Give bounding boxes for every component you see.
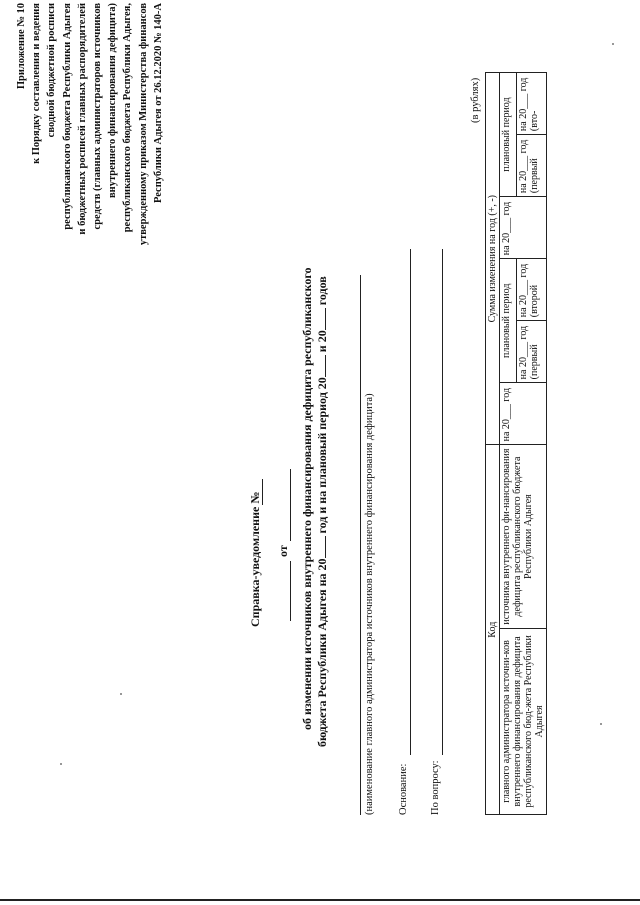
title-line-1: об изменении источников внутреннего финансирования дефицита республиканского [300, 267, 314, 730]
scan-speck [612, 43, 614, 45]
title-line-2 [315, 276, 330, 747]
title-part-a: бюджета Республики Адыгея на 20 [315, 558, 329, 747]
group1-plan-header: плановый период [500, 259, 517, 383]
from-label: от [276, 545, 290, 557]
appendix-line: сводной бюджетной росписи [46, 3, 58, 138]
question-line [442, 249, 443, 755]
title-part-c: и 20 [315, 330, 329, 353]
group2-plan-header: плановый период [500, 73, 517, 197]
group1-first-header: на 20___ год (первый [516, 321, 546, 383]
document-heading: Справка-уведомление № [248, 491, 262, 627]
admin-name-line [360, 275, 361, 815]
appendix-line: внутреннего финансирования дефицита) [107, 3, 119, 198]
group2-second-header: на 20___ год (вто- [516, 73, 546, 135]
appendix-line: и бюджетных росписей главных распорядителей [76, 3, 88, 235]
scan-speck [600, 723, 602, 725]
sum-header: Сумма изменения на год (+, -) [486, 73, 500, 445]
date-blank-left [290, 561, 291, 621]
title-part-d: годов [315, 276, 329, 306]
admin-caption: (наименование главного администратора источников внутреннего финансирования дефицита) [364, 393, 375, 815]
units-label: (в рублях) [470, 77, 481, 123]
group2-year-header: на 20___ год [500, 197, 547, 259]
appendix-line: к Порядку составления и ведения [31, 3, 43, 164]
title-part-b: год и на плановый период 20 [315, 377, 329, 534]
group2-first-header: на 20___ год (первый [516, 135, 546, 197]
group1-second-header: на 20___ год (второй [516, 259, 546, 321]
code-header: Код [486, 445, 500, 815]
col-source-header: источника внутреннего фи-нансирования дефицита республиканского бюджета Республики Адыгея [500, 445, 547, 628]
basis-line [410, 249, 411, 755]
appendix-line: республиканского бюджета Республики Адыгея [61, 3, 73, 230]
appendix-line: республиканского бюджета Республики Адыгея, [122, 3, 134, 233]
appendix-line: утвержденному приказом Министерства финансов [137, 3, 149, 246]
changes-table [485, 72, 547, 815]
appendix-line: Приложение № 10 [16, 3, 27, 90]
date-blank-right [290, 469, 291, 541]
col-admin-header: главного администратора источни-ков внутреннего финансирования дефицита республиканского бюд-жета Республики Адыгея [500, 628, 547, 814]
number-blank [262, 479, 263, 505]
question-label: По вопросу: [430, 760, 441, 815]
scan-speck [120, 693, 122, 695]
basis-label: Основание: [398, 763, 409, 815]
scan-speck [60, 763, 62, 765]
appendix-header [14, 3, 166, 293]
appendix-line: Республики Адыгея от 26.12.2020 № 140-А [152, 3, 164, 204]
appendix-line: средств (главных администраторов источников [92, 3, 104, 230]
page-edge-rule [0, 899, 640, 901]
group1-year-header: на 20___ год [500, 383, 547, 445]
